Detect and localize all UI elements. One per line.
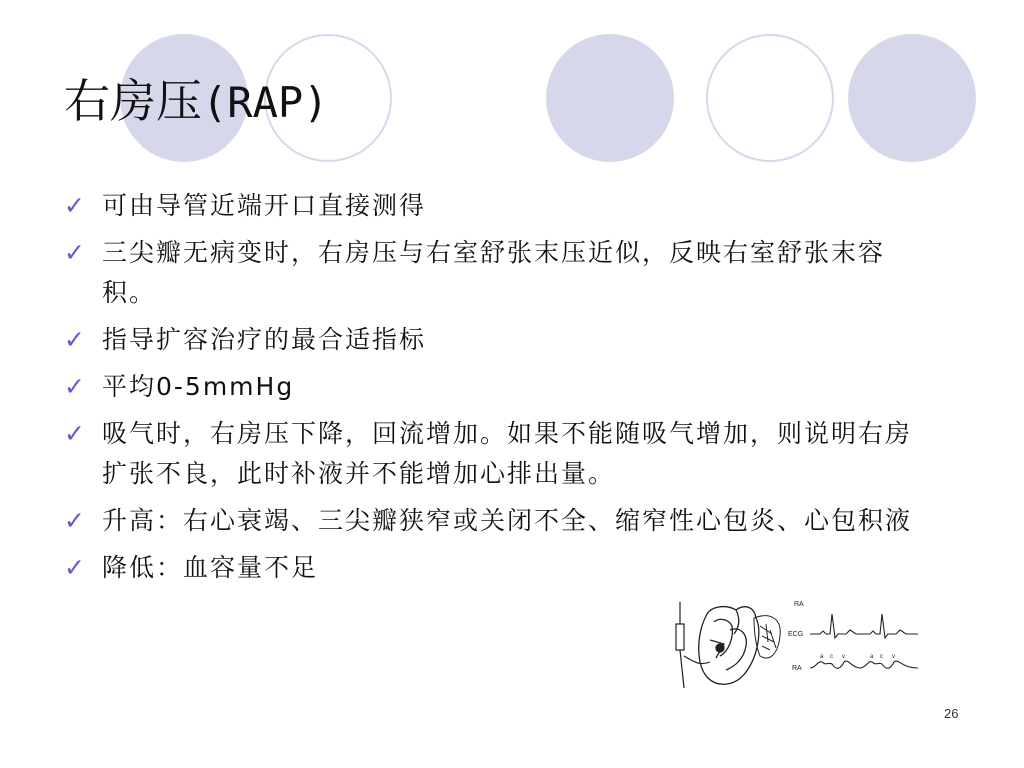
bullet-item (62, 233, 932, 313)
bullet-item (62, 320, 932, 360)
heart-ra-waveform-figure (670, 596, 926, 696)
bullet-text: 可由导管近端开口直接测得 (102, 191, 427, 220)
checkmark-icon: ✓ (64, 372, 87, 401)
label-ra-top: RA (794, 601, 804, 608)
decor-circle-4 (706, 34, 834, 162)
bullet-item (62, 186, 932, 226)
title-chinese: 右房压 (64, 74, 202, 128)
decor-circle-5 (848, 34, 976, 162)
title-abbreviation: (RAP) (202, 78, 329, 127)
wave-letter: v (842, 654, 845, 660)
bullet-item (62, 501, 932, 541)
bullet-text: 降低：血容量不足 (102, 553, 319, 582)
decor-circle-3 (546, 34, 674, 162)
wave-letter: v (892, 654, 895, 660)
label-ra-bottom: RA (792, 665, 802, 672)
bullet-item (62, 367, 932, 407)
page-number: 26 (944, 706, 959, 721)
bullet-item (62, 548, 932, 588)
wave-letter: c (880, 654, 883, 660)
heart-drawing (699, 607, 759, 685)
bullet-text: 吸气时，右房压下降，回流增加。如果不能随吸气增加，则说明右房扩张不良，此时补液并不能增加心排出量。 (102, 419, 913, 488)
checkmark-icon: ✓ (64, 553, 87, 582)
checkmark-icon: ✓ (64, 325, 87, 354)
label-ecg: ECG (788, 631, 804, 638)
checkmark-icon: ✓ (64, 191, 87, 220)
bullet-text: 三尖瓣无病变时，右房压与右室舒张末压近似，反映右室舒张末容积。 (102, 238, 886, 307)
checkmark-icon: ✓ (64, 419, 87, 448)
ecg-trace (810, 614, 918, 638)
bullet-list (62, 186, 932, 595)
slide-title (64, 68, 328, 136)
wave-letter: a (870, 654, 874, 660)
wave-letter: a (820, 654, 824, 660)
bullet-text: 指导扩容治疗的最合适指标 (102, 325, 427, 354)
bullet-item (62, 414, 932, 494)
bullet-text: 升高：右心衰竭、三尖瓣狭窄或关闭不全、缩窄性心包炎、心包积液 (102, 506, 913, 535)
checkmark-icon: ✓ (64, 506, 87, 535)
ra-pressure-trace (810, 661, 918, 668)
bullet-text: 平均0-5mmHg (102, 372, 295, 401)
wave-letter: c (830, 654, 833, 660)
checkmark-icon: ✓ (64, 238, 87, 267)
